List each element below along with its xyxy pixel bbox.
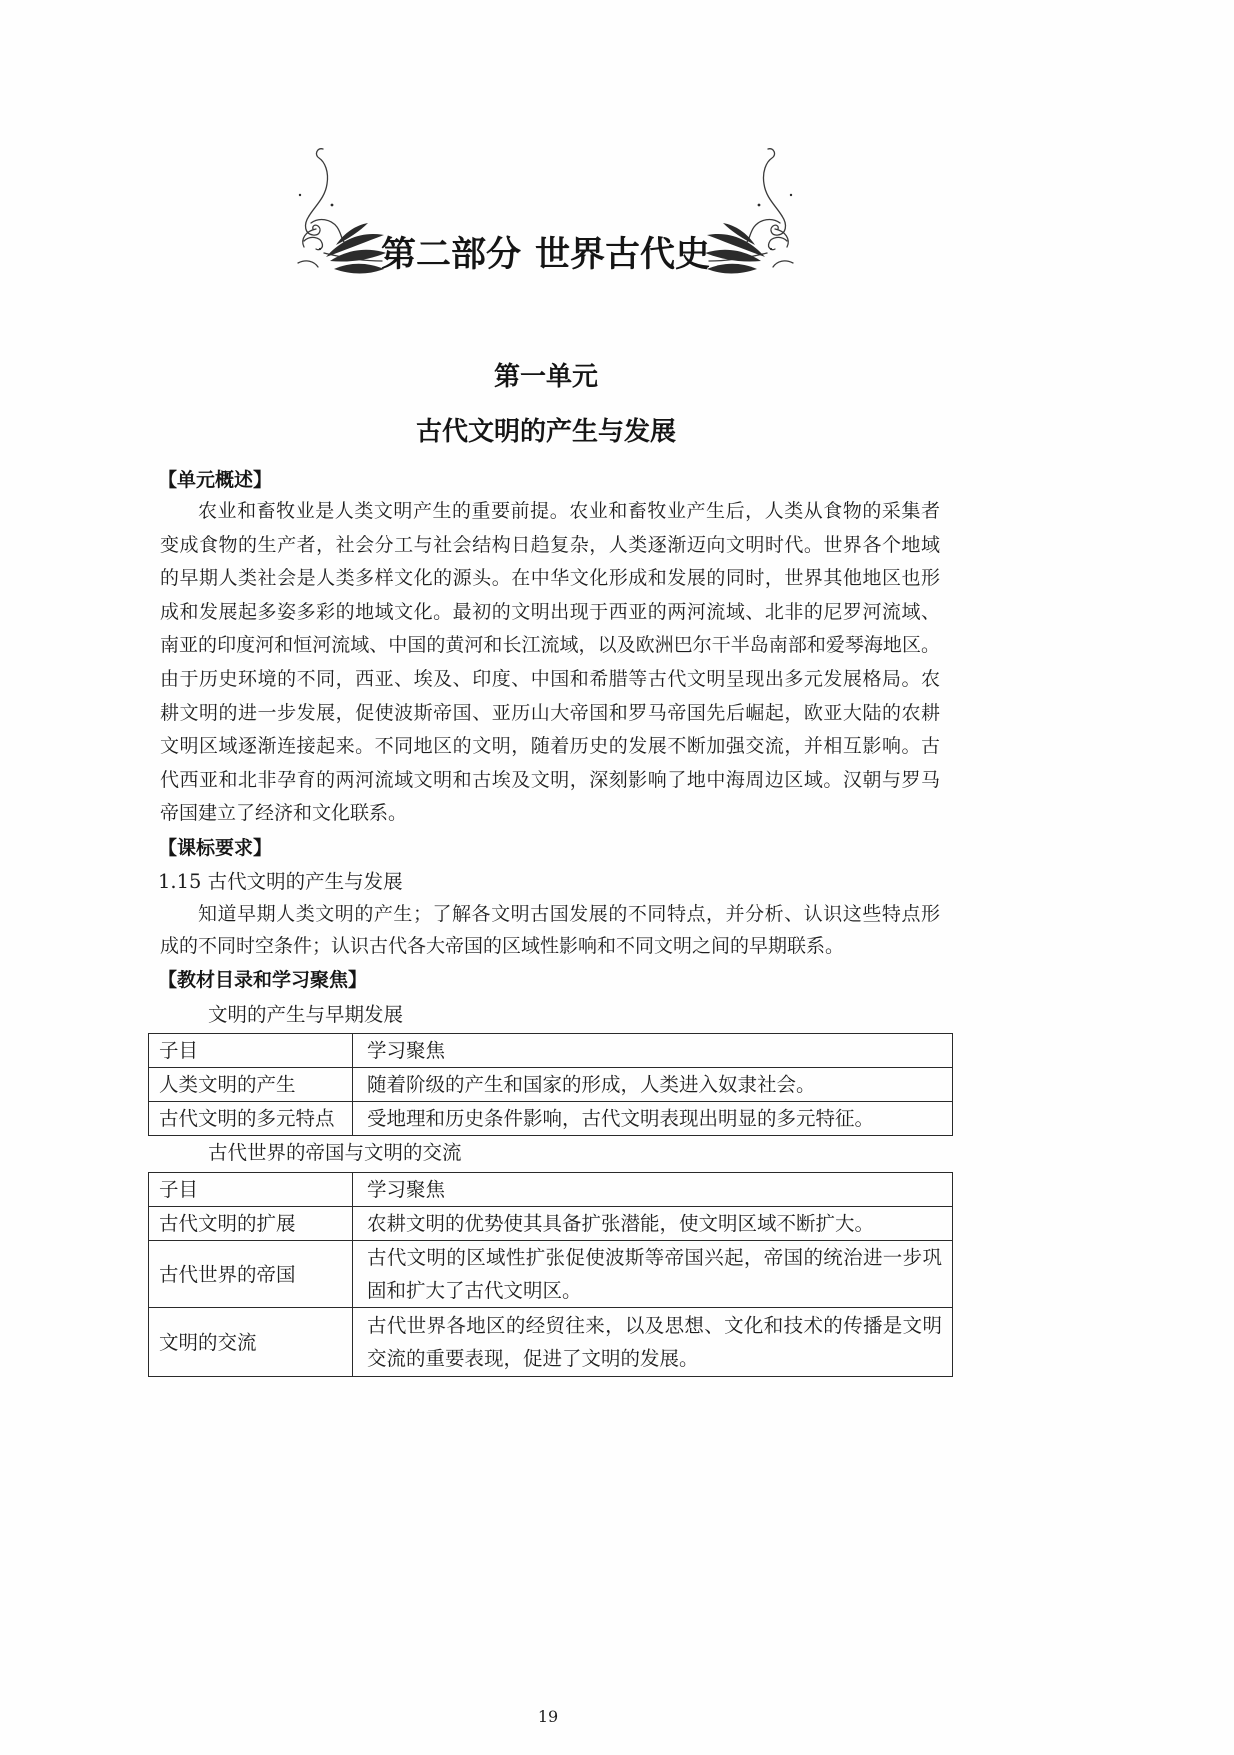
focus-line: 古代世界各地区的经贸往来，以及思想、文化和技术的传播是文明	[367, 1314, 942, 1337]
row-subtopic: 人类文明的产生	[149, 1068, 353, 1102]
paragraph-line: 农业和畜牧业是人类文明产生的重要前提。农业和畜牧业产生后，人类从食物的采集者	[198, 500, 940, 522]
header-focus: 学习聚焦	[353, 1173, 953, 1207]
overview-heading: 【单元概述】	[158, 469, 273, 491]
row-subtopic: 古代文明的多元特点	[149, 1102, 353, 1136]
part-title-name: 世界古代史	[535, 234, 711, 275]
contents-heading: 【教材目录和学习聚焦】	[158, 969, 368, 991]
overview-paragraph	[160, 495, 940, 831]
paragraph-line: 南亚的印度河和恒河流域、中国的黄河和长江流域，以及欧洲巴尔干半岛南部和爱琴海地区。	[160, 634, 940, 657]
curriculum-item: 1.15 古代文明的产生与发展	[158, 870, 403, 893]
table-row	[149, 1068, 953, 1102]
table-row	[149, 1241, 953, 1308]
page-number: 19	[537, 1707, 559, 1726]
row-focus	[353, 1308, 953, 1377]
focus-line: 古代文明的区域性扩张促使波斯等帝国兴起，帝国的统治进一步巩	[367, 1246, 942, 1269]
focus-line: 交流的重要表现，促进了文明的发展。	[367, 1347, 699, 1370]
part-title-part: 第二部分	[380, 234, 521, 275]
row-focus	[353, 1102, 953, 1136]
row-subtopic: 古代文明的扩展	[149, 1207, 353, 1241]
table-row	[149, 1102, 953, 1136]
table-header-row	[149, 1034, 953, 1068]
table-row	[149, 1207, 953, 1241]
paragraph-line: 帝国建立了经济和文化联系。	[160, 802, 408, 825]
row-subtopic: 文明的交流	[149, 1308, 353, 1377]
focus-line: 受地理和历史条件影响，古代文明表现出明显的多元特征。	[367, 1107, 875, 1130]
focus-line: 农耕文明的优势使其具备扩张潜能，使文明区域不断扩大。	[367, 1212, 875, 1235]
unit-number: 第一单元	[493, 362, 598, 392]
curriculum-heading: 【课标要求】	[158, 837, 273, 859]
lesson-title: 文明的产生与早期发展	[208, 1003, 404, 1026]
paragraph-line: 变成食物的生产者，社会分工与社会结构日趋复杂，人类逐渐迈向文明时代。世界各个地域	[160, 533, 940, 556]
paragraph-line: 成和发展起多姿多彩的地域文化。最初的文明出现于西亚的两河流域、北非的尼罗河流域、	[160, 600, 940, 623]
paragraph-line: 成的不同时空条件；认识古代各大帝国的区域性影响和不同文明之间的早期联系。	[160, 935, 845, 957]
unit-title: 古代文明的产生与发展	[415, 417, 676, 447]
table-header-row	[149, 1173, 953, 1207]
lesson-table	[148, 1172, 953, 1377]
row-focus	[353, 1207, 953, 1241]
paragraph-line: 代西亚和北非孕育的两河流域文明和古埃及文明，深刻影响了地中海周边区域。汉朝与罗马	[160, 768, 940, 791]
lesson-table	[148, 1033, 953, 1136]
row-focus	[353, 1068, 953, 1102]
paragraph-line: 耕文明的进一步发展，促使波斯帝国、亚历山大帝国和罗马帝国先后崛起，欧亚大陆的农耕	[160, 701, 940, 724]
paragraph-line: 由于历史环境的不同，西亚、埃及、印度、中国和希腊等古代文明呈现出多元发展格局。农	[160, 667, 940, 690]
paragraph-line: 知道早期人类文明的产生；了解各文明古国发展的不同特点，并分析、认识这些特点形	[198, 903, 940, 925]
focus-line: 固和扩大了古代文明区。	[367, 1279, 582, 1302]
header-focus: 学习聚焦	[353, 1034, 953, 1068]
header-subtopic: 子目	[149, 1173, 353, 1207]
paragraph-line: 文明区域逐渐连接起来。不同地区的文明，随着历史的发展不断加强交流，并相互影响。古	[160, 735, 940, 758]
lesson-title: 古代世界的帝国与文明的交流	[208, 1141, 462, 1164]
curriculum-paragraph	[160, 898, 940, 962]
table-row	[149, 1308, 953, 1377]
focus-line: 随着阶级的产生和国家的形成，人类进入奴隶社会。	[367, 1073, 816, 1096]
header-subtopic: 子目	[149, 1034, 353, 1068]
part-title	[290, 228, 801, 282]
row-focus	[353, 1241, 953, 1308]
row-subtopic: 古代世界的帝国	[149, 1241, 353, 1308]
paragraph-line: 的早期人类社会是人类多样文化的源头。在中华文化形成和发展的同时，世界其他地区也形	[160, 567, 940, 590]
